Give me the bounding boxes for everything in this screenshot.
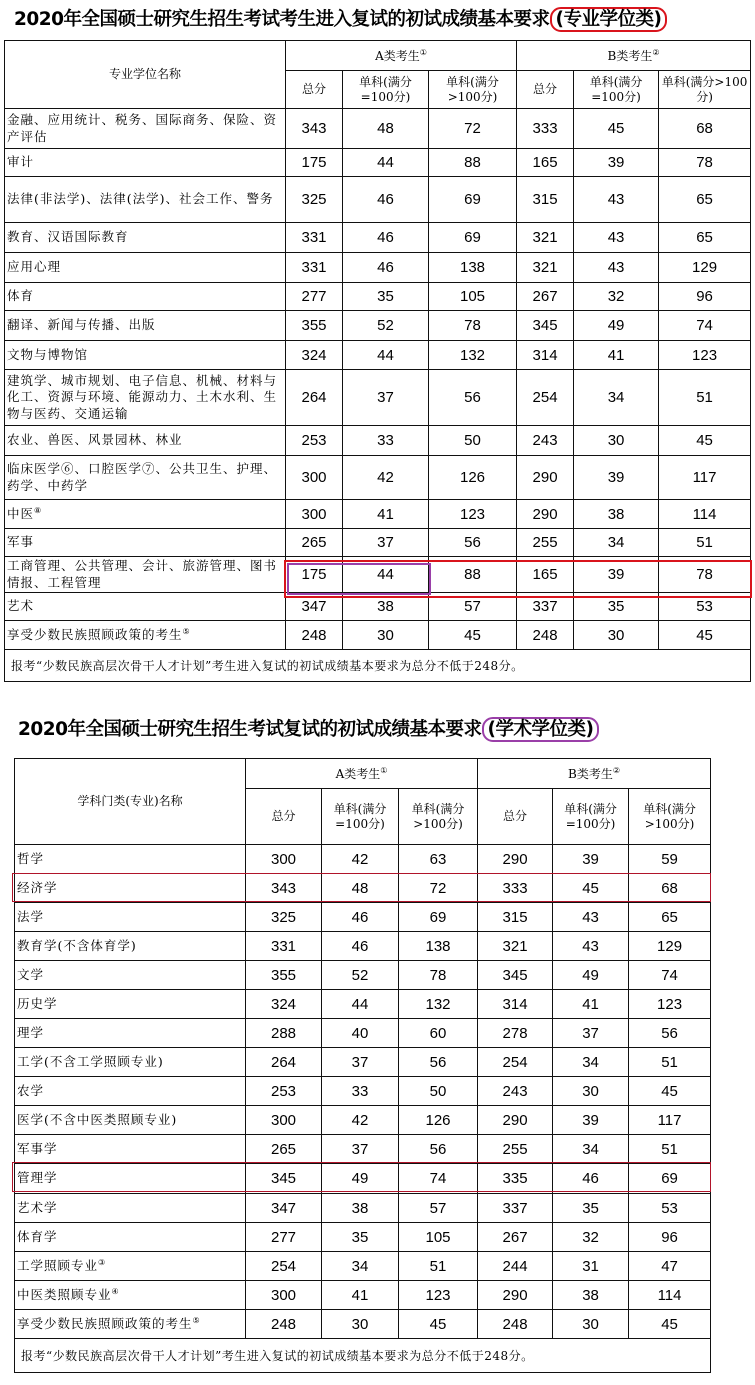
score-cell: 126 <box>429 456 517 500</box>
score-cell: 345 <box>517 311 574 341</box>
score-cell: 278 <box>478 1019 553 1048</box>
score-cell: 290 <box>517 500 574 529</box>
row-name: 体育学 <box>15 1223 246 1252</box>
row-name: 文学 <box>15 961 246 990</box>
a-total-header: 总分 <box>286 71 343 109</box>
score-cell: 38 <box>553 1281 629 1310</box>
name-column-header: 学科门类(专业)名称 <box>15 759 246 845</box>
score-cell: 324 <box>246 990 322 1019</box>
score-cell: 321 <box>517 223 574 253</box>
table-row <box>5 370 751 426</box>
score-cell: 46 <box>343 253 429 283</box>
score-cell: 337 <box>478 1194 553 1223</box>
score-cell: 337 <box>517 593 574 621</box>
b-single100-header: 单科(满分=100分) <box>553 789 629 845</box>
score-cell: 50 <box>429 426 517 456</box>
score-cell: 347 <box>246 1194 322 1223</box>
score-cell: 331 <box>286 253 343 283</box>
table-row <box>5 341 751 370</box>
score-cell: 44 <box>322 990 399 1019</box>
score-cell: 38 <box>322 1194 399 1223</box>
row-name: 体育 <box>5 283 286 311</box>
score-cell: 78 <box>429 311 517 341</box>
row-name: 农学 <box>15 1077 246 1106</box>
score-cell: 41 <box>553 990 629 1019</box>
score-cell: 300 <box>286 456 343 500</box>
score-cell: 45 <box>659 621 751 650</box>
score-cell: 264 <box>246 1048 322 1077</box>
row-name: 教育、汉语国际教育 <box>5 223 286 253</box>
score-cell: 248 <box>246 1310 322 1339</box>
score-cell: 35 <box>553 1194 629 1223</box>
score-cell: 300 <box>286 500 343 529</box>
score-cell: 56 <box>429 370 517 426</box>
score-cell: 34 <box>553 1048 629 1077</box>
academic-table <box>14 758 711 1373</box>
score-cell: 35 <box>343 283 429 311</box>
score-cell: 30 <box>574 426 659 456</box>
score-cell: 290 <box>478 1106 553 1135</box>
row-name: 法律(非法学)、法律(法学)、社会工作、警务 <box>5 177 286 223</box>
b-single-over100-header: 单科(满分>100分) <box>629 789 711 845</box>
score-cell: 290 <box>517 456 574 500</box>
score-cell: 248 <box>478 1310 553 1339</box>
score-cell: 30 <box>574 621 659 650</box>
score-cell: 267 <box>517 283 574 311</box>
score-cell: 51 <box>629 1135 711 1164</box>
row-name: 管理学 <box>15 1164 246 1194</box>
score-cell: 129 <box>659 253 751 283</box>
table-row <box>15 932 711 961</box>
row-name: 中医类照顾专业④ <box>15 1281 246 1310</box>
score-cell: 300 <box>246 1281 322 1310</box>
row-name: 应用心理 <box>5 253 286 283</box>
score-cell: 50 <box>399 1077 478 1106</box>
table-row <box>15 845 711 874</box>
professional-title-tag: (专业学位类) <box>550 7 668 32</box>
score-cell: 35 <box>574 593 659 621</box>
score-cell: 52 <box>322 961 399 990</box>
table-row <box>15 1019 711 1048</box>
score-cell: 53 <box>629 1194 711 1223</box>
academic-title <box>18 715 599 741</box>
row-name: 工学(不含工学照顾专业) <box>15 1048 246 1077</box>
score-cell: 78 <box>399 961 478 990</box>
table-row <box>5 500 751 529</box>
a-single100-header: 单科(满分=100分) <box>322 789 399 845</box>
score-cell: 56 <box>629 1019 711 1048</box>
score-cell: 41 <box>322 1281 399 1310</box>
score-cell: 68 <box>629 874 711 903</box>
score-cell: 78 <box>659 149 751 177</box>
score-cell: 44 <box>343 341 429 370</box>
score-cell: 38 <box>343 593 429 621</box>
score-cell: 34 <box>322 1252 399 1281</box>
score-cell: 248 <box>517 621 574 650</box>
table-row <box>15 1135 711 1164</box>
score-cell: 175 <box>286 149 343 177</box>
score-cell: 37 <box>343 370 429 426</box>
table-row <box>15 1310 711 1339</box>
score-cell: 49 <box>322 1164 399 1194</box>
score-cell: 43 <box>553 903 629 932</box>
score-cell: 321 <box>478 932 553 961</box>
row-name: 医学(不含中医类照顾专业) <box>15 1106 246 1135</box>
score-cell: 314 <box>478 990 553 1019</box>
table-row <box>15 1048 711 1077</box>
score-cell: 31 <box>553 1252 629 1281</box>
group-a-header: A类考生① <box>246 759 478 789</box>
score-cell: 138 <box>399 932 478 961</box>
score-cell: 253 <box>246 1077 322 1106</box>
score-cell: 69 <box>399 903 478 932</box>
score-cell: 69 <box>629 1164 711 1194</box>
score-cell: 72 <box>399 874 478 903</box>
score-cell: 300 <box>246 845 322 874</box>
score-cell: 32 <box>553 1223 629 1252</box>
b-total-header: 总分 <box>517 71 574 109</box>
score-cell: 41 <box>574 341 659 370</box>
score-cell: 355 <box>286 311 343 341</box>
score-cell: 68 <box>659 109 751 149</box>
score-cell: 34 <box>574 370 659 426</box>
score-cell: 129 <box>629 932 711 961</box>
score-cell: 39 <box>574 149 659 177</box>
score-cell: 46 <box>343 223 429 253</box>
group-b-header: B类考生② <box>478 759 711 789</box>
score-cell: 347 <box>286 593 343 621</box>
score-cell: 165 <box>517 557 574 593</box>
score-cell: 290 <box>478 845 553 874</box>
score-cell: 165 <box>517 149 574 177</box>
score-cell: 65 <box>659 223 751 253</box>
score-cell: 333 <box>478 874 553 903</box>
score-cell: 123 <box>659 341 751 370</box>
row-name: 教育学(不含体育学) <box>15 932 246 961</box>
score-cell: 33 <box>343 426 429 456</box>
score-cell: 52 <box>343 311 429 341</box>
score-cell: 43 <box>553 932 629 961</box>
a-single100-header: 单科(满分=100分) <box>343 71 429 109</box>
score-cell: 88 <box>429 149 517 177</box>
score-cell: 88 <box>429 557 517 593</box>
score-cell: 254 <box>246 1252 322 1281</box>
table-row <box>15 1281 711 1310</box>
score-cell: 96 <box>629 1223 711 1252</box>
score-cell: 248 <box>286 621 343 650</box>
score-cell: 324 <box>286 341 343 370</box>
score-cell: 45 <box>429 621 517 650</box>
score-cell: 265 <box>246 1135 322 1164</box>
a-single-over100-header: 单科(满分>100分) <box>429 71 517 109</box>
table-row <box>15 1194 711 1223</box>
score-cell: 74 <box>629 961 711 990</box>
score-cell: 56 <box>399 1135 478 1164</box>
score-cell: 40 <box>322 1019 399 1048</box>
row-name: 军事 <box>5 529 286 557</box>
score-cell: 254 <box>517 370 574 426</box>
score-cell: 39 <box>574 557 659 593</box>
score-cell: 37 <box>553 1019 629 1048</box>
score-cell: 123 <box>629 990 711 1019</box>
score-cell: 126 <box>399 1106 478 1135</box>
score-cell: 56 <box>429 529 517 557</box>
score-cell: 51 <box>659 529 751 557</box>
table-row <box>5 109 751 149</box>
professional-title <box>14 5 667 31</box>
row-name: 艺术学 <box>15 1194 246 1223</box>
score-cell: 244 <box>478 1252 553 1281</box>
row-name: 哲学 <box>15 845 246 874</box>
score-cell: 45 <box>629 1310 711 1339</box>
table-note: 报考“少数民族高层次骨干人才计划”考生进入复试的初试成绩基本要求为总分不低于248分。 <box>15 1339 711 1373</box>
score-cell: 333 <box>517 109 574 149</box>
score-cell: 57 <box>429 593 517 621</box>
score-cell: 56 <box>399 1048 478 1077</box>
table-row <box>5 253 751 283</box>
score-cell: 290 <box>478 1281 553 1310</box>
score-cell: 38 <box>574 500 659 529</box>
score-cell: 30 <box>553 1310 629 1339</box>
table-row <box>15 1223 711 1252</box>
score-cell: 33 <box>322 1077 399 1106</box>
group-b-header: B类考生② <box>517 41 751 71</box>
score-cell: 32 <box>574 283 659 311</box>
score-cell: 321 <box>517 253 574 283</box>
score-cell: 57 <box>399 1194 478 1223</box>
score-cell: 243 <box>478 1077 553 1106</box>
score-cell: 30 <box>343 621 429 650</box>
score-cell: 37 <box>322 1135 399 1164</box>
a-total-header: 总分 <box>246 789 322 845</box>
professional-table <box>4 40 751 682</box>
score-cell: 39 <box>553 1106 629 1135</box>
name-column-header: 专业学位名称 <box>5 41 286 109</box>
b-total-header: 总分 <box>478 789 553 845</box>
score-cell: 267 <box>478 1223 553 1252</box>
score-cell: 253 <box>286 426 343 456</box>
score-cell: 34 <box>574 529 659 557</box>
score-cell: 255 <box>517 529 574 557</box>
score-cell: 49 <box>553 961 629 990</box>
score-cell: 45 <box>659 426 751 456</box>
score-cell: 114 <box>659 500 751 529</box>
score-cell: 45 <box>399 1310 478 1339</box>
score-cell: 34 <box>553 1135 629 1164</box>
score-cell: 46 <box>343 177 429 223</box>
score-cell: 60 <box>399 1019 478 1048</box>
score-cell: 331 <box>246 932 322 961</box>
score-cell: 48 <box>343 109 429 149</box>
score-cell: 44 <box>343 557 429 593</box>
row-name: 理学 <box>15 1019 246 1048</box>
score-cell: 123 <box>429 500 517 529</box>
score-cell: 132 <box>399 990 478 1019</box>
row-name: 享受少数民族照顾政策的考生⑤ <box>5 621 286 650</box>
score-cell: 53 <box>659 593 751 621</box>
score-cell: 51 <box>399 1252 478 1281</box>
score-cell: 63 <box>399 845 478 874</box>
table-row <box>5 557 751 593</box>
score-cell: 51 <box>629 1048 711 1077</box>
score-cell: 41 <box>343 500 429 529</box>
score-cell: 69 <box>429 177 517 223</box>
score-cell: 343 <box>286 109 343 149</box>
score-cell: 132 <box>429 341 517 370</box>
score-cell: 48 <box>322 874 399 903</box>
score-cell: 49 <box>574 311 659 341</box>
table-row <box>5 456 751 500</box>
score-cell: 30 <box>553 1077 629 1106</box>
score-cell: 343 <box>246 874 322 903</box>
score-cell: 277 <box>286 283 343 311</box>
row-name: 文物与博物馆 <box>5 341 286 370</box>
score-cell: 46 <box>553 1164 629 1194</box>
table-row <box>5 283 751 311</box>
table-row <box>15 874 711 903</box>
academic-title-main: 2020年全国硕士研究生招生考试复试的初试成绩基本要求 <box>18 719 482 740</box>
score-cell: 37 <box>343 529 429 557</box>
table-row <box>15 961 711 990</box>
row-name: 金融、应用统计、税务、国际商务、保险、资产评估 <box>5 109 286 149</box>
score-cell: 43 <box>574 253 659 283</box>
score-cell: 123 <box>399 1281 478 1310</box>
score-cell: 315 <box>517 177 574 223</box>
score-cell: 46 <box>322 932 399 961</box>
score-cell: 59 <box>629 845 711 874</box>
row-name: 审计 <box>5 149 286 177</box>
score-cell: 72 <box>429 109 517 149</box>
score-cell: 43 <box>574 177 659 223</box>
score-cell: 105 <box>399 1223 478 1252</box>
score-cell: 288 <box>246 1019 322 1048</box>
row-name: 建筑学、城市规划、电子信息、机械、材料与化工、资源与环境、能源动力、土木水利、生物与医药、交通运输 <box>5 370 286 426</box>
table-note: 报考“少数民族高层次骨干人才计划”考生进入复试的初试成绩基本要求为总分不低于248分。 <box>5 650 751 682</box>
score-cell: 117 <box>659 456 751 500</box>
score-cell: 42 <box>322 845 399 874</box>
score-cell: 138 <box>429 253 517 283</box>
row-name: 历史学 <box>15 990 246 1019</box>
score-cell: 78 <box>659 557 751 593</box>
score-cell: 65 <box>659 177 751 223</box>
table-row <box>5 223 751 253</box>
score-cell: 355 <box>246 961 322 990</box>
table-row <box>5 529 751 557</box>
table-row <box>15 1252 711 1281</box>
score-cell: 277 <box>246 1223 322 1252</box>
score-cell: 43 <box>574 223 659 253</box>
professional-title-main: 2020年全国硕士研究生招生考试考生进入复试的初试成绩基本要求 <box>14 9 550 30</box>
score-cell: 44 <box>343 149 429 177</box>
score-cell: 45 <box>629 1077 711 1106</box>
score-cell: 335 <box>478 1164 553 1194</box>
table-row <box>5 149 751 177</box>
row-name: 农业、兽医、风景园林、林业 <box>5 426 286 456</box>
score-cell: 42 <box>343 456 429 500</box>
score-cell: 314 <box>517 341 574 370</box>
row-name: 法学 <box>15 903 246 932</box>
score-cell: 265 <box>286 529 343 557</box>
score-cell: 105 <box>429 283 517 311</box>
score-cell: 51 <box>659 370 751 426</box>
table-row <box>5 621 751 650</box>
score-cell: 45 <box>553 874 629 903</box>
table-row <box>15 1164 711 1194</box>
score-cell: 65 <box>629 903 711 932</box>
score-cell: 69 <box>429 223 517 253</box>
table-row <box>15 990 711 1019</box>
b-single-over100-header: 单科(满分>100分) <box>659 71 751 109</box>
score-cell: 331 <box>286 223 343 253</box>
score-cell: 96 <box>659 283 751 311</box>
score-cell: 345 <box>478 961 553 990</box>
score-cell: 45 <box>574 109 659 149</box>
score-cell: 47 <box>629 1252 711 1281</box>
score-cell: 30 <box>322 1310 399 1339</box>
score-cell: 39 <box>553 845 629 874</box>
score-cell: 255 <box>478 1135 553 1164</box>
table-row <box>5 311 751 341</box>
score-cell: 264 <box>286 370 343 426</box>
table-row <box>5 593 751 621</box>
score-cell: 42 <box>322 1106 399 1135</box>
score-cell: 175 <box>286 557 343 593</box>
score-cell: 325 <box>246 903 322 932</box>
row-name: 军事学 <box>15 1135 246 1164</box>
score-cell: 315 <box>478 903 553 932</box>
row-name: 翻译、新闻与传播、出版 <box>5 311 286 341</box>
score-cell: 345 <box>246 1164 322 1194</box>
table-row <box>15 1106 711 1135</box>
score-cell: 39 <box>574 456 659 500</box>
a-single-over100-header: 单科(满分>100分) <box>399 789 478 845</box>
table-row <box>5 177 751 223</box>
academic-title-tag: (学术学位类) <box>482 717 600 742</box>
row-name: 工商管理、公共管理、会计、旅游管理、图书情报、工程管理 <box>5 557 286 593</box>
score-cell: 117 <box>629 1106 711 1135</box>
row-name: 艺术 <box>5 593 286 621</box>
row-name: 中医⑧ <box>5 500 286 529</box>
table-row <box>5 426 751 456</box>
group-a-header: A类考生① <box>286 41 517 71</box>
score-cell: 254 <box>478 1048 553 1077</box>
row-name: 享受少数民族照顾政策的考生⑤ <box>15 1310 246 1339</box>
score-cell: 74 <box>659 311 751 341</box>
score-cell: 325 <box>286 177 343 223</box>
row-name: 工学照顾专业③ <box>15 1252 246 1281</box>
score-cell: 37 <box>322 1048 399 1077</box>
table-row <box>15 1077 711 1106</box>
score-cell: 74 <box>399 1164 478 1194</box>
row-name: 临床医学⑥、口腔医学⑦、公共卫生、护理、药学、中药学 <box>5 456 286 500</box>
score-cell: 300 <box>246 1106 322 1135</box>
row-name: 经济学 <box>15 874 246 903</box>
score-cell: 35 <box>322 1223 399 1252</box>
score-cell: 46 <box>322 903 399 932</box>
b-single100-header: 单科(满分=100分) <box>574 71 659 109</box>
score-cell: 114 <box>629 1281 711 1310</box>
table-row <box>15 903 711 932</box>
score-cell: 243 <box>517 426 574 456</box>
